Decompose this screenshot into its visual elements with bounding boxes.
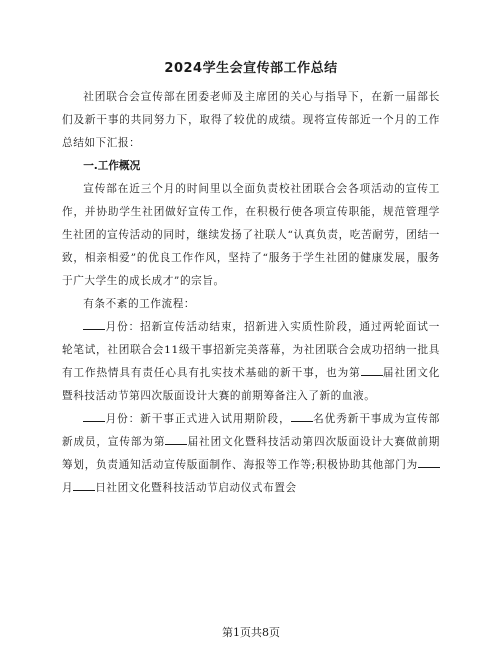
month2-text-a: 月份：新干事正式进入试用期阶段， [105, 413, 291, 425]
month1-text: 月份：招新宣传活动结束，招新进入实质性阶段，通过两轮面试一轮笔试，社团联合会11级干事招新完美落幕，为社团联合会成功招纳一批具有工作热情具有责任心具有扎实技术基础的新干事，也为第 [62, 321, 440, 379]
blank-day [73, 480, 95, 491]
page-number: 第1页共8页 [222, 626, 280, 639]
month1-tail-text: 届社团文化暨科技活动节第四次版面设计大赛的前期筹备注入了新的血液。 [62, 367, 440, 402]
blank-month-1 [83, 319, 105, 330]
blank-month-2 [83, 411, 105, 422]
month2-text-c: 届社团文化暨科技活动第四次版面设计大赛做前期筹划，负责通知活动宣传版面制作、海报等工作等;积极协助其他部门为 [62, 436, 440, 471]
intro-paragraph: 社团联合会宣传部在团委老师及主席团的关心与指导下，在新一届部长们及新干事的共同努力下，取得了较优的成绩。现将宣传部近一个月的工作总结如下汇报： [62, 91, 440, 149]
month2-paragraph [62, 408, 440, 500]
document-body [62, 86, 440, 500]
blank-session-1 [361, 365, 383, 376]
blank-month-3 [418, 457, 440, 468]
section-heading-overview: 一.工作概况 [83, 160, 141, 172]
blank-count [291, 411, 313, 422]
month1-paragraph [62, 316, 440, 408]
month2-text-d: 月 [62, 482, 74, 494]
document-title: 2024学生会宣传部工作总结 [164, 61, 338, 76]
overview-paragraph: 宣传部在近三个月的时间里以全面负责校社团联合会各项活动的宣传工作，并协助学生社团做好宣传工作，在积极行使各项宣传职能，规范管理学生社团的宣传活动的同时，继续发扬了社联人“认真负责，吃苦耐劳，团结一致，相亲相爱”的优良工作作风，坚持了“服务于学生社团的健康发展，服务于广大学生的成长成才”的宗旨。 [62, 183, 440, 287]
blank-session-2 [165, 434, 187, 445]
month2-text-b: 名优秀新干事成为宣传部新成员，宣传部为第 [62, 413, 440, 448]
month2-text-e: 日社团文化暨科技活动节启动仪式布置会 [95, 482, 297, 494]
process-label: 有条不紊的工作流程： [83, 298, 196, 310]
